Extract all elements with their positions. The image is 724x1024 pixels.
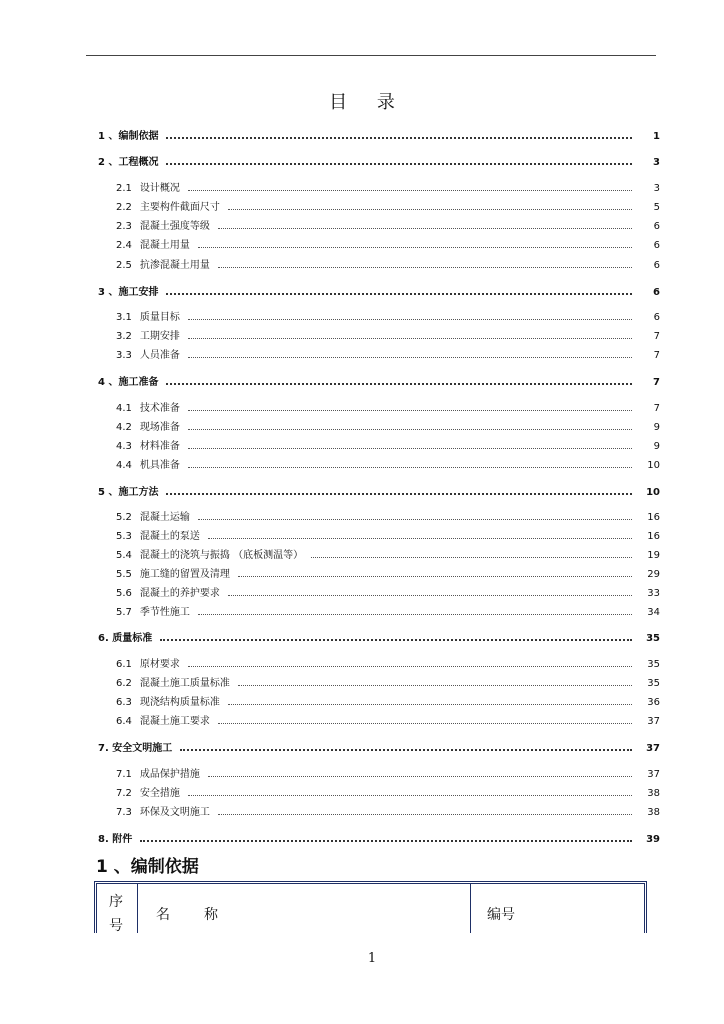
toc-entry-text: 抗渗混凝土用量 xyxy=(139,260,210,271)
toc-entry-page: 38 xyxy=(647,788,660,799)
toc-entry-label xyxy=(116,527,200,542)
toc-entry-number: 2.2 xyxy=(116,202,132,213)
toc-entry-text: 机具准备 xyxy=(139,460,180,471)
toc-entry-page: 34 xyxy=(647,607,660,618)
toc-entry-page: 3 xyxy=(653,157,660,168)
toc-dot-leader xyxy=(218,814,632,815)
toc-entry-number: 4.2 xyxy=(116,422,132,433)
toc-entry-text: 原材要求 xyxy=(139,659,180,670)
toc-dot-leader xyxy=(180,749,632,751)
toc-entry-number: 5.4 xyxy=(116,550,132,561)
toc-entry-section[interactable] xyxy=(116,602,660,618)
toc-entry-text: 现场准备 xyxy=(139,422,180,433)
table-header-name-label: 名称 xyxy=(156,907,252,923)
toc-entry-number: 7.2 xyxy=(116,788,132,799)
toc-entry-number: 6.2 xyxy=(116,678,132,689)
toc-entry-number: 6.3 xyxy=(116,697,132,708)
toc-entry-label xyxy=(116,437,180,452)
toc-dot-leader xyxy=(208,538,632,539)
toc-dot-leader xyxy=(218,267,632,268)
toc-entry-page: 38 xyxy=(647,807,660,818)
toc-entry-section[interactable] xyxy=(116,455,660,471)
toc-dot-leader xyxy=(140,840,632,842)
toc-entry-label xyxy=(98,373,158,388)
toc-entry-label xyxy=(116,765,200,780)
toc-entry-page: 6 xyxy=(653,312,660,323)
toc-entry-number: 4.3 xyxy=(116,441,132,452)
toc-entry-label xyxy=(116,784,180,799)
toc-entry-section[interactable] xyxy=(116,326,660,342)
toc-entry-text: 混凝土施工质量标准 xyxy=(139,678,230,689)
toc-entry-number: 2.1 xyxy=(116,183,132,194)
table-header-seq-label: 序号 xyxy=(109,894,123,934)
toc-dot-leader xyxy=(198,614,632,615)
toc-entry-label xyxy=(116,674,230,689)
toc-entry-number: 5.2 xyxy=(116,512,132,523)
toc-entry-text: 7. 安全文明施工 xyxy=(98,743,173,754)
toc-entry-text: 混凝土的养护要求 xyxy=(139,588,220,599)
toc-entry-page: 29 xyxy=(647,569,660,580)
toc-entry-section[interactable] xyxy=(116,692,660,708)
toc-entry-text: 2 、工程概况 xyxy=(98,157,159,168)
toc-entry-page: 3 xyxy=(653,183,660,194)
page-number: 1 xyxy=(367,951,377,966)
toc-entry-section[interactable] xyxy=(116,711,660,727)
toc-entry-page: 16 xyxy=(647,531,660,542)
toc-dot-leader xyxy=(188,190,632,191)
toc-entry-page: 39 xyxy=(646,834,660,845)
toc-entry-section[interactable] xyxy=(116,654,660,670)
toc-entry-label xyxy=(116,399,180,414)
toc-entry-label xyxy=(98,739,172,754)
toc-entry-text: 混凝土施工要求 xyxy=(139,716,210,727)
toc-entry-label xyxy=(116,198,220,213)
toc-dot-leader xyxy=(188,357,632,358)
toc-entry-label xyxy=(98,483,158,498)
toc-entry-label xyxy=(116,308,180,323)
toc-entry-text: 人员准备 xyxy=(139,350,180,361)
toc-entry-page: 6 xyxy=(653,240,660,251)
toc-entry-page: 10 xyxy=(646,487,660,498)
toc-entry-page: 16 xyxy=(647,512,660,523)
toc-entry-page: 9 xyxy=(653,441,660,452)
toc-entry-label xyxy=(98,629,152,644)
toc-entry-chapter[interactable] xyxy=(98,482,660,498)
toc-entry-page: 35 xyxy=(647,659,660,670)
toc-dot-leader xyxy=(188,429,632,430)
toc-entry-number: 5.6 xyxy=(116,588,132,599)
toc-entry-label xyxy=(98,830,132,845)
toc-entry-page: 6 xyxy=(653,260,660,271)
toc-entry-number: 6.1 xyxy=(116,659,132,670)
toc-entry-number: 4.4 xyxy=(116,460,132,471)
toc-entry-text: 混凝土的泵送 xyxy=(139,531,200,542)
toc-entry-text: 工期安排 xyxy=(139,331,180,342)
toc-entry-section[interactable] xyxy=(116,564,660,580)
toc-entry-label xyxy=(116,712,210,727)
toc-entry-text: 成品保护措施 xyxy=(139,769,200,780)
toc-entry-text: 质量目标 xyxy=(139,312,180,323)
toc-entry-section[interactable] xyxy=(116,583,660,599)
toc-dot-leader xyxy=(218,228,632,229)
toc-entry-chapter[interactable] xyxy=(98,628,660,644)
toc-entry-text: 施工缝的留置及清理 xyxy=(139,569,230,580)
toc-entry-section[interactable] xyxy=(116,764,660,780)
toc-entry-text: 8. 附件 xyxy=(98,834,133,845)
toc-entry-number: 3.3 xyxy=(116,350,132,361)
toc-entry-page: 33 xyxy=(647,588,660,599)
toc-entry-text: 6. 质量标准 xyxy=(98,633,153,644)
toc-entry-page: 35 xyxy=(646,633,660,644)
toc-entry-page: 6 xyxy=(653,221,660,232)
table-header-code-label: 编号 xyxy=(487,907,515,923)
toc-entry-number: 5.5 xyxy=(116,569,132,580)
toc-entry-text: 1 、编制依据 xyxy=(98,131,159,142)
toc-entry-number: 7.1 xyxy=(116,769,132,780)
toc-entry-section[interactable] xyxy=(116,197,660,213)
toc-dot-leader xyxy=(188,666,632,667)
toc-entry-text: 材料准备 xyxy=(139,441,180,452)
toc-entry-page: 35 xyxy=(647,678,660,689)
toc-entry-page: 7 xyxy=(653,403,660,414)
toc-entry-text: 主要构件截面尺寸 xyxy=(139,202,220,213)
toc-entry-page: 6 xyxy=(653,287,660,298)
reference-table xyxy=(94,881,647,933)
toc-entry-chapter[interactable] xyxy=(98,152,660,168)
toc-entry-text: 现浇结构质量标准 xyxy=(139,697,220,708)
toc-entry-text: 混凝土强度等级 xyxy=(139,221,210,232)
toc-entry-chapter[interactable] xyxy=(98,829,660,845)
toc-entry-text: 3 、施工安排 xyxy=(98,287,159,298)
toc-entry-section[interactable] xyxy=(116,526,660,542)
toc-dot-leader xyxy=(208,776,632,777)
toc-entry-page: 37 xyxy=(647,769,660,780)
toc-entry-text: 混凝土的浇筑与振捣 （底板测温等） xyxy=(139,550,304,561)
toc-entry-number: 3.1 xyxy=(116,312,132,323)
toc-entry-section[interactable] xyxy=(116,436,660,452)
toc-entry-number: 6.4 xyxy=(116,716,132,727)
toc-dot-leader xyxy=(198,519,632,520)
toc-entry-section[interactable] xyxy=(116,802,660,818)
toc-entry-section[interactable] xyxy=(116,216,660,232)
toc-entry-text: 环保及文明施工 xyxy=(139,807,210,818)
toc-entry-label xyxy=(116,565,230,580)
toc-dot-leader xyxy=(188,448,632,449)
toc-entry-page: 7 xyxy=(653,350,660,361)
section-heading: 1 、编制依据 xyxy=(96,857,199,877)
toc-dot-leader xyxy=(188,338,632,339)
toc-entry-section[interactable] xyxy=(116,783,660,799)
toc-dot-leader xyxy=(218,723,632,724)
toc-entry-label xyxy=(116,346,180,361)
toc-entry-label xyxy=(116,584,220,599)
toc-entry-section[interactable] xyxy=(116,235,660,251)
toc-entry-page: 19 xyxy=(647,550,660,561)
toc-entry-section[interactable] xyxy=(116,345,660,361)
toc-entry-section[interactable] xyxy=(116,417,660,433)
toc-entry-label xyxy=(116,508,190,523)
toc-entry-label xyxy=(98,127,158,142)
toc-entry-page: 9 xyxy=(653,422,660,433)
toc-entry-label xyxy=(116,456,180,471)
toc-entry-section[interactable] xyxy=(116,507,660,523)
toc-entry-number: 7.3 xyxy=(116,807,132,818)
toc-entry-label xyxy=(116,655,180,670)
toc-entry-text: 4 、施工准备 xyxy=(98,377,159,388)
toc-dot-leader xyxy=(160,639,632,641)
toc-entry-label xyxy=(116,803,210,818)
toc-entry-text: 设计概况 xyxy=(139,183,180,194)
toc-entry-chapter[interactable] xyxy=(98,372,660,388)
toc-entry-section[interactable] xyxy=(116,255,660,271)
toc-entry-number: 3.2 xyxy=(116,331,132,342)
toc-entry-label xyxy=(116,256,210,271)
toc-entry-page: 7 xyxy=(653,331,660,342)
toc-entry-section[interactable] xyxy=(116,398,660,414)
table-header-seq xyxy=(97,884,138,933)
toc-entry-page: 37 xyxy=(646,743,660,754)
toc-entry-number: 2.3 xyxy=(116,221,132,232)
toc-entry-section[interactable] xyxy=(116,545,660,561)
toc-entry-label xyxy=(116,603,190,618)
toc-dot-leader xyxy=(166,137,632,139)
table-header-code xyxy=(471,884,644,933)
toc-entry-section[interactable] xyxy=(116,307,660,323)
toc-dot-leader xyxy=(311,557,632,558)
toc-entry-text: 技术准备 xyxy=(139,403,180,414)
toc-entry-text: 混凝土运输 xyxy=(139,512,190,523)
toc-entry-label xyxy=(116,179,180,194)
toc-entry-page: 1 xyxy=(653,131,660,142)
toc-entry-chapter[interactable] xyxy=(98,282,660,298)
toc-entry-page: 36 xyxy=(647,697,660,708)
toc-dot-leader xyxy=(166,493,632,495)
toc-entry-label xyxy=(116,693,220,708)
toc-entry-number: 4.1 xyxy=(116,403,132,414)
toc-entry-number: 5.3 xyxy=(116,531,132,542)
toc-entry-page: 7 xyxy=(653,377,660,388)
toc-dot-leader xyxy=(188,410,632,411)
toc-dot-leader xyxy=(166,293,632,295)
toc-entry-text: 混凝土用量 xyxy=(139,240,190,251)
toc-title: 目 录 xyxy=(329,92,407,113)
toc-entry-label xyxy=(98,283,158,298)
toc-entry-text: 5 、施工方法 xyxy=(98,487,159,498)
toc-dot-leader xyxy=(198,247,632,248)
toc-dot-leader xyxy=(238,685,632,686)
toc-entry-label xyxy=(98,153,158,168)
toc-dot-leader xyxy=(188,467,632,468)
toc-entry-label xyxy=(116,327,180,342)
toc-entry-page: 5 xyxy=(653,202,660,213)
toc-entry-number: 2.5 xyxy=(116,260,132,271)
toc-entry-section[interactable] xyxy=(116,178,660,194)
toc-dot-leader xyxy=(166,163,632,165)
toc-dot-leader xyxy=(228,595,632,596)
toc-entry-number: 5.7 xyxy=(116,607,132,618)
toc-entry-label xyxy=(116,418,180,433)
table-header-name xyxy=(138,884,471,933)
toc-entry-page: 10 xyxy=(647,460,660,471)
toc-entry-number: 2.4 xyxy=(116,240,132,251)
toc-dot-leader xyxy=(166,383,632,385)
toc-entry-section[interactable] xyxy=(116,673,660,689)
header-rule xyxy=(86,55,656,56)
toc-entry-label xyxy=(116,546,303,561)
toc-dot-leader xyxy=(228,704,632,705)
toc-dot-leader xyxy=(228,209,632,210)
toc-dot-leader xyxy=(188,319,632,320)
toc-entry-label xyxy=(116,217,210,232)
toc-entry-text: 安全措施 xyxy=(139,788,180,799)
toc-entry-page: 37 xyxy=(647,716,660,727)
toc-entry-label xyxy=(116,236,190,251)
toc-dot-leader xyxy=(238,576,632,577)
toc-entry-chapter[interactable] xyxy=(98,738,660,754)
toc-dot-leader xyxy=(188,795,632,796)
toc-entry-chapter[interactable] xyxy=(98,126,660,142)
toc-entry-text: 季节性施工 xyxy=(139,607,190,618)
